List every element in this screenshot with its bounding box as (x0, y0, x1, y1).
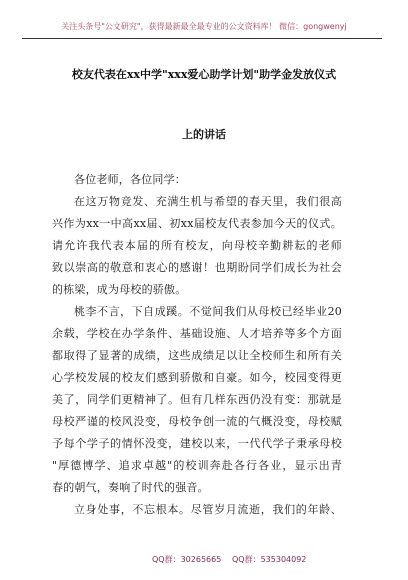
page-footer (0, 552, 408, 568)
top-banner: 关注头条号"公文研究"，获得最新最全最专业的公文资料库！ 微信：gongwenyj (61, 22, 347, 31)
header-divider (22, 38, 382, 39)
paragraph-line: 桃李不言，下自成蹊。不觉间我们从母校已经毕业20 (74, 305, 342, 318)
salutation-paragraph (52, 169, 342, 191)
paragraph-line: 各位老师，各位同学： (74, 173, 186, 186)
footer-qq-group-1: QQ群：30265665 (152, 555, 222, 564)
paragraph-line: 心学校发展的校友们感到骄傲和自豪。如今，校园变得更 (52, 371, 342, 384)
paragraph-line: "厚德博学、追求卓越"的校训奔赴各行各业，显示出青 (52, 459, 342, 472)
document-title: 校友代表在xx中学"xxx爱心助学计划"助学金发放仪式 (71, 68, 337, 81)
body-paragraph (52, 301, 342, 499)
paragraph-line: 春的朝气，奏响了时代的强音。 (52, 481, 209, 494)
paragraph-line: 的栋梁，成为母校的骄傲。 (52, 283, 187, 296)
paragraph-line: 美了，同学们更精神了。但有几样东西仍没有变：那就是 (52, 393, 342, 406)
paragraph-line: 致以崇高的敬意和衷心的感谢！也期盼同学们成长为社会 (52, 261, 342, 274)
paragraph-line: 请允许我代表本届的所有校友，向母校辛勤耕耘的老师 (52, 239, 342, 252)
footer-qq-group-2: QQ群：535304092 (232, 555, 307, 564)
paragraph-line: 在这万物竞发、充满生机与希望的春天里，我们很高 (74, 195, 342, 208)
paragraph-line: 都取得了显著的成绩，这些成绩足以让全校师生和所有关 (52, 349, 342, 362)
paragraph-line: 母校严谨的校风没变，母校争创一流的气概没变，母校赋 (52, 415, 342, 428)
body-paragraph (52, 191, 342, 301)
document-title-continued: 上的讲话 (182, 128, 226, 141)
paragraph-line: 立身处事，不忘根本。尽管岁月流逝，我们的年龄、 (74, 503, 342, 516)
paragraph-line: 予每个学子的情怀没变，建校以来，一代代学子秉承母校 (52, 437, 342, 450)
paragraph-line: 余载，学校在办学条件、基础设施、人才培养等多个方面 (52, 327, 342, 340)
body-paragraph (52, 499, 342, 521)
paragraph-line: 兴作为xx一中高xx届、初xx届校友代表参加今天的仪式。 (52, 217, 342, 230)
